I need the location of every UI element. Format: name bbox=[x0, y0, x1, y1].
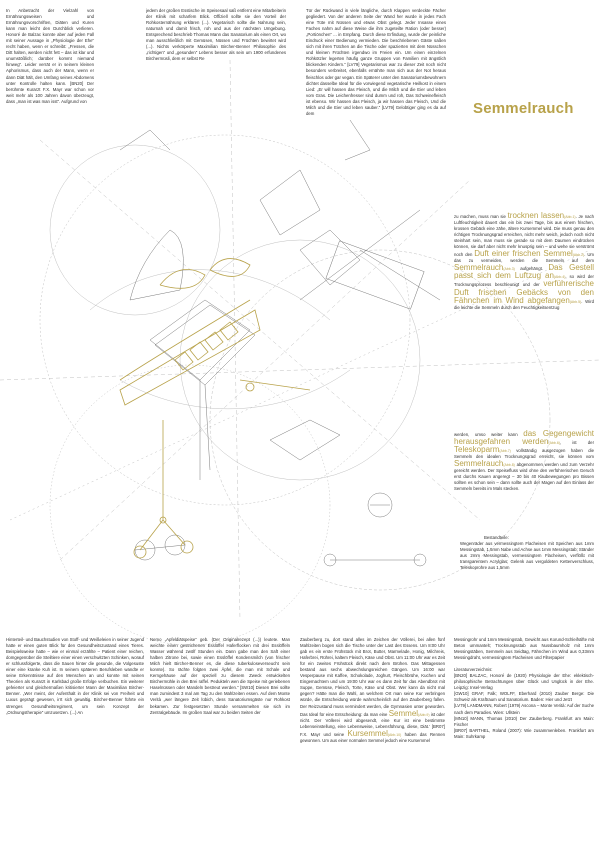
column-2-bottom-text: Nemo „Apfeldiätspeise“ geb. (Der Originalrezept (...)) leutete. Man weichte einen gestrichenen Esslöffel Haferflocken mit drei Esslöffeln Wasser während zwölf Stunden ein. Dann gabe man den Saft einer halben Zitrone bei, sowie einen Esslöffel Kondensmilch (von frischer Milch hielt Bircher-Benner es, die diese tuberkuloseverseucht sein konnte). So rächte folgten zwei Äpfel, die man mit Schale und Kerngehäuse auf der speziell zu diesem Zweck entwickelten Birchermühle in den Brei raffel. Pedukteln wen die Speise mit geriebenen Haselnüssen oder Mandeln bestreut werden.“ [SW10] Diesen Brei sollte man zumindest 3 mal am Tag zu den Mahlzeiten essen. Auf dem Monte Verità „wer längere Zeit lübich, dess Sanatoriumsgäste nur Rohkost bekamen. Zur festgesetzten Stunde versammelten sie sich im Zentralgebäude. Im großen Saal war zu beiden Seiten der bbox=[150, 637, 290, 715]
page-title: Semmelrauch bbox=[473, 100, 574, 117]
literature-item: [MN10] MANN, Thomas (2010) Der Zauberberg. Frankfurt am Main: Fischer bbox=[454, 715, 594, 727]
column-4-text bbox=[454, 212, 594, 417]
column-1-top-text: In Anbetracht der Vielzahl von Ernährungsweisen und Ernährungsvorschriften, Diäten und Kuren kann man leicht den Durchblick verlieren. Honoré de Balzac konnte aber auf jeden Fall mit seiner Aussage in „Physiologie der Ehe“ recht haben, wenn er schreibt: „Fressen, die Ditt halten, werden nicht fett – das ist klar und unumstößlich; darüber kommt niemand hinweg“. Leider verrät er in seinem kleinen Aphorismus, dass auch der Mann, wenn er dann Diät hält, den Umfang seines Abdomens unter Kontrolle halten kann. [BN20] Der berühmte Kurarzt F.X. Mayr war schon vor weit mehr als 100 Jahren davon überzeugt, dass „man ist was man isst“. Aufgrund von bbox=[6, 8, 94, 104]
literature-heading: Literaturverzeichnis: bbox=[454, 667, 493, 673]
highlight-semmelrauch-2: Semmelrauch bbox=[454, 459, 504, 469]
parts-heading: Bestandteile: bbox=[484, 535, 509, 540]
parts-text: Wegenräder aus vermessingtem Flacheisen mit Speichen aus 1mm Messingstab, 1,5mm Nabe und Achse aus 1mm Messingstab; Ständer aus 2mm Messingstab, vermessingtem Flacheisen, verflößt mit transparentem Acrylglas; Gelenk aus vergoldeten Kettenverschluss, Teleskoprohre aus 1,5mm bbox=[460, 541, 594, 571]
literature-item: [LV79] LANDMANN, Robert (1979) Ascona – Monte Verità: Auf der Suche nach dem Paradies. Wien: Ullstein bbox=[454, 703, 594, 715]
column-4-mid-paragraph: werden, umso weiter kann das Gegengewicht herausgefahren werden(Abb.6), ist der Teleskoparm(Abb.7) vollständig ausgezogen haben die Semmeln den idealen Trocknungsgrad erreicht, sie können vom Semmelrauch(Abb.8) abgenommen werden und zum Verzehr gereicht werden. Der Speisefluss wird ohne den verführerischen Geruch erst durchs Kauen angeregt – 30 bis 40 Kaubewegungen pro Bissen sollten es schon sein – dann sollte auch der Magen auf den Einlass der Semmeln bereits im Mals stecken. bbox=[454, 430, 594, 492]
column-3-bottom bbox=[300, 637, 445, 842]
highlight-semmelrauch: Semmelrauch bbox=[454, 263, 504, 273]
column-2-bottom bbox=[150, 637, 290, 842]
literature-item: [GW10] GRAF, Falk; WOLFF, Eberhard (2010) Zauber Berge: Die Schweiz als Kraftraum und Sanatorium. Baden: Hier und Jetzt bbox=[454, 691, 594, 703]
highlight-duft: Duft einer frischen Semmel bbox=[474, 249, 573, 259]
column-1-bottom bbox=[6, 637, 144, 842]
highlight-kursemmel: Kursemmel bbox=[347, 728, 388, 738]
highlight-gegengewicht: das Gegengewicht herausgefahren werden bbox=[454, 430, 594, 447]
parts-section bbox=[454, 535, 594, 605]
highlight-teleskoparm: Teleskoparm bbox=[454, 445, 500, 455]
column-4-bottom-text: Messingrohr und 1mm Messingstab, Gewicht aus Korund-Schleifstifte mit Beton ummantelt; Trocknungsstab aus Nussbaumholz mit 1mm Messingstäben, Semmeln aus Seidtag, Fähnchen im Wind aus 0,33mm Messingdraht, vermessingtem Flacheisen und Filterpapier bbox=[454, 637, 594, 661]
literature-item: [BR07] BARTHEL, Roland (2007): Wie zusammenleben. Frankfurt am Main: Suhrkamp bbox=[454, 727, 594, 739]
column-2-top-text: jedem der großen Esstische im Speisesaal saß entfernt eine Mitarbeiterin der Klinik mit scharfem Blick. Offiziell sollte sie den Vorteil der Rohkosternährung erklären (...). Vegetarisch sollte die Nahrung sein, naturnah und damit frisch, roh und aus der nächsten Umgebung. Entsprechend beschrieb Thomas Mann das Sanatorium als einen Ort, wo man ausschließlich mit Gemüsen, Nüssen und Früchten bewirtet wird (...). Nichts verkörperte Maximilian Bircher-Benner Philosophie des „richtigen“ und „gesunden“ Lebens besser als sein um 1900 erfundenes Birchermüsli, dem er selbst Re bbox=[146, 8, 286, 62]
highlight-fahnchen: verführerische Duft frischen Gebäcks von den Fähnchen im Wind abgefangen bbox=[454, 279, 594, 305]
column-3-top-text: Tür der Rückwand in viele längliche, durch Klappen verdeckte Fächer gegliedert. Von der anderen Seite der Wand her wurde in jedes Fach eine Tüte mit Nüssen und etwas Obst gelegt. Jeder Insasse eines Faches nahm auf diese Weise die ihm zugeteilte Ration (oder besser) „Portiönchen“ ... in Empfang. Durch diese Erfindung, wurde der peinliche Eindruck einer Bedienung vermieden. Die beschriebenen Gäste saßen sich mit ihren Tütchen an die Tische oder spazierten mit dem Nüsschen und kleinen Früchten irgendwo im Freien ein. Um einen einzelnen Rohkötzler legerten häufig ganze Gruppen von Familien mit ängstlich blickenden Kindern.“ [LV79] Vegetarismus war zu dieser Zeit noch nicht besonders verbreitet, ebenfalls ernährte man sich aus der Not heraus fleischlos oder gar vegan. Ein Späterer unter den Sanatoriumsbewohnern dichtet dasselbe Ideal für die vorwiegend vegetarische Heilkost in einem Lied: „Er will hassen das Fleisch, und die Milch und die Eier und leben vom Gras. Die Leichenfresser sind dumm und roh, Das Schweinefleisch ist ebenso. Wir hassen das Fleisch, ja wir hassen das Fleisch, Und die Milch und die Eier und leben sauber.“ [LV79] Gelobtiger ging es da auf dem bbox=[306, 8, 446, 116]
highlight-trocknen: trocknen lassen bbox=[507, 212, 565, 220]
column-3-bottom-text: Zauberberg zu, dort stand alles im Zeichen der Völlerei, bei allen fünf Mahlzeiten bogen sich die Tische unter der Last des Essens. Um 8:00 Uhr gab es ein erste Frühstück mit Brot, Butter, Marmelade, Honig, Milchreis, Haferbrei, Rührei, kaltem Fleisch, Käse und Obst. Um 11:00 Uhr war es Zeit für ein zweites Frühstück direkt nach dem Brühen. Das Mittagessen bestand aus sechs abwechslungsreichen Gängen. Um 16:00 war Vesperpause mit Kaffee, Schokolade, Joghurt, Fleischbrühe, Kuchen und Eingemachtem und um 19:00 Uhr war es dann Zeit für das Abendbrot mit Suppe, Gemüse, Fleisch, Torte, Käse und Obst. Wer kann da nicht mal gegen? Hätte man die Wahl, an welchem Ort man seine Kur verbringen würde, die Entscheidung würde wahrscheinlich auf den Zauberberg fallen. Der Reizzustand muss vermindert werden, die Gymnasien unter geworden. Das Ideal für eine Entscheidung: da man eine Semmel(Abb.9) ist oder nicht. Der Völlerei wird abgesendt, eine Kur ist eine bestimmte Lebenseinstellung, eine Lebensweise, Lebensführung, diese, Diät.‘ [BR07] F.X. Mayr und seine Kursemmel(Abb.10) haben das Rennen gewonnen. Um aus einer normalen Semmel jedoch eine Kursemmel bbox=[300, 637, 445, 743]
column-3-top bbox=[306, 8, 446, 213]
column-1-bottom-text: Hinterteil- und Bauchstudien von Stoff- und Weißeleien in seiner Jugend hatte er einen guten Blick für den Gesundheitszustand eines Tieres. Beispielsweise hatte – wie er einmal erzählte – Patient einer reichen, domgegenüber die Steiltiere einer einen verschwitzten Schinken, worauf er schlussfolgerte, dass die Sauen hinter die gesunde, die Volgesuste einer eine kranke Kuh ist. In seinem späteren Berufsleben wandte er seine Erkenntnisse auf den Menschen an und konnte mit seinen Theorien als Kurarzt in Karlsbad große Erfolge verbuchen. Ein weiterer gefeierter und gleichermaßen kritisierter Mann der Maximilian Bircher-Benner. „Wer meint, der Aufenthalt in der Klinik sei von Freiheit und Luxus geprägt gewesen, irrt sich gewaltig. Bircher-Benner führte ein strenges Gesundheitsregiment, um sein Konzept der „Ordnungstherapie“ umzusetzen. (...) An bbox=[6, 637, 144, 715]
column-4-bottom bbox=[454, 637, 594, 842]
highlight-gestell: Das Gestell passt sich dem Luftzug an bbox=[454, 263, 594, 281]
column-2-top bbox=[146, 8, 286, 198]
literature-item: [BN20] BALZAC, Honoré de (1920) Physiologie der Ehe: eklektisch-philosophische Betrachtungen über Glück und Unglück in der Ehe. Leipzig: Insel-Verlag bbox=[454, 673, 594, 691]
column-4-mid bbox=[454, 430, 594, 530]
column-4-paragraph: zu machen, muss man sie trocknen lassen(Abb.1). Je nach Luftfeuchtigkeit dauert das ein bis zwei Tage, bis aus einem frischen, krossen Gebäck eine zähe, ältere Kursemmel wird. Die muss genau den richtigen Trocknungsgrad erreichen, nicht mehr weich, jedoch noch nicht steinhart sein, man muss sie gerade so mit dem Daumen eindrücken können, sie darf aber nicht mehr knusprig sein – und wehe sie verströmt noch den Duft einer frischen Semmel(Abb.2). Um das zu vermeiden, werden die Semmeln auf dem Semmelrauch(Abb.3) aufgehängt. Das Gestell passt sich dem Luftzug an(Abb.4), so wird der Trocknungsprozess beschleunigt und der verführerische Duft frischen Gebäcks von den Fähnchen im Wind abgefangen(Abb.5). Wird die leichte die Semmeln durch den Feuchtigkeitsentzug bbox=[454, 212, 594, 310]
highlight-semmel: Semmel bbox=[388, 708, 419, 718]
column-1-top bbox=[6, 8, 94, 208]
